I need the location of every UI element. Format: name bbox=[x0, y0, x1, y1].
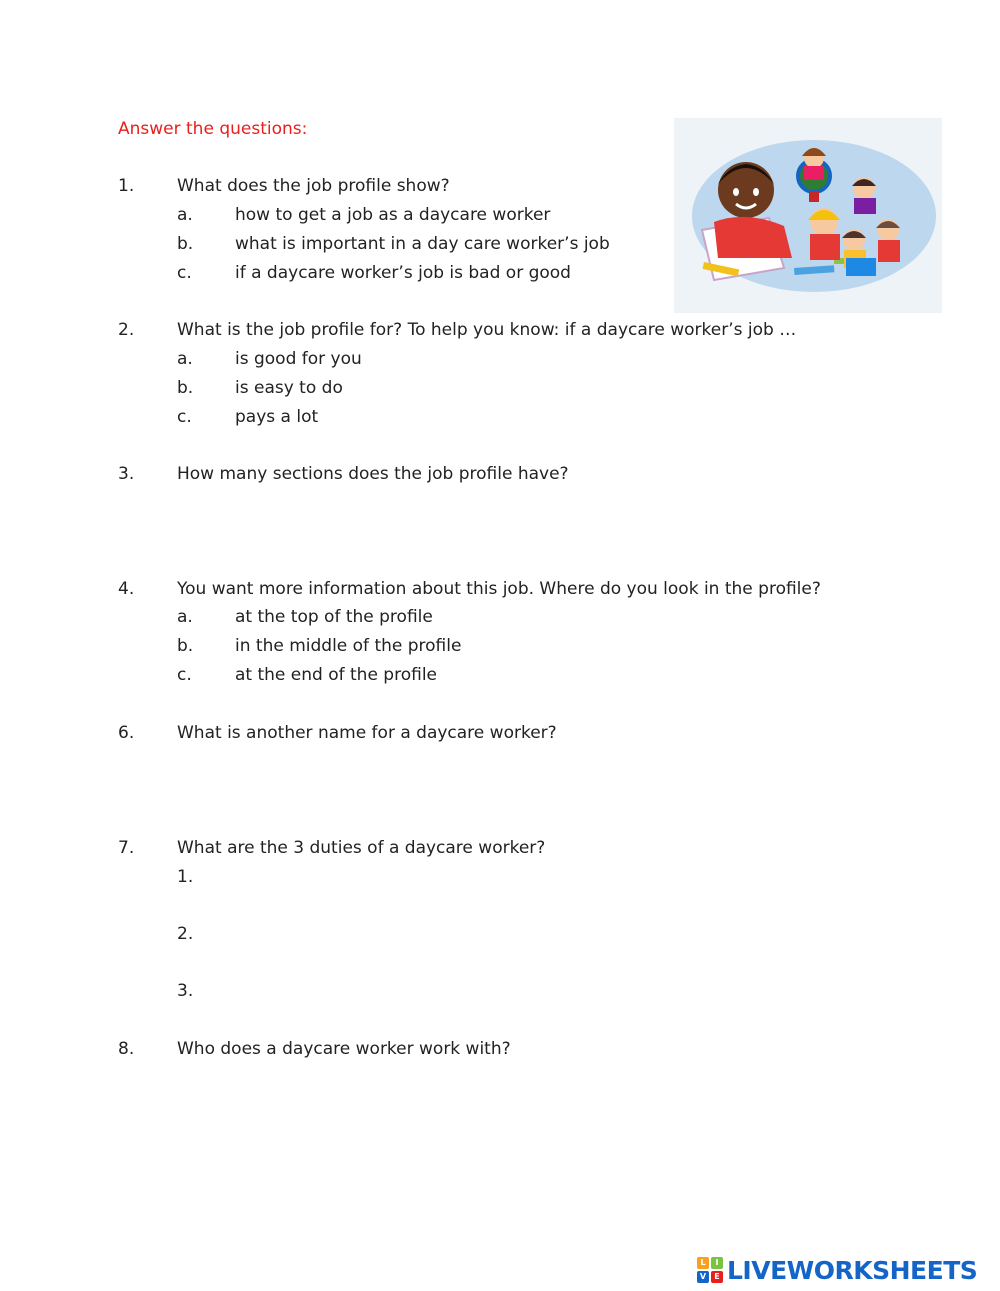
question-4-option-a[interactable]: at the top of the profile bbox=[235, 607, 433, 627]
question-2-option-c-letter: c. bbox=[177, 407, 192, 427]
question-3-text: How many sections does the job profile have? bbox=[177, 464, 569, 484]
question-1-text: What does the job profile show? bbox=[177, 176, 450, 196]
question-2-option-c[interactable]: pays a lot bbox=[235, 407, 319, 427]
question-1-option-a[interactable]: how to get a job as a daycare worker bbox=[235, 205, 551, 225]
question-4-option-b-letter: b. bbox=[177, 636, 194, 656]
logo-block-l: L bbox=[697, 1257, 709, 1269]
question-7-item-2: 2. bbox=[177, 924, 194, 944]
question-4-number: 4. bbox=[118, 579, 135, 599]
question-7-text: What are the 3 duties of a daycare worker? bbox=[177, 838, 546, 858]
question-6-text: What is another name for a daycare worker? bbox=[177, 723, 557, 743]
instructions-heading: Answer the questions: bbox=[118, 119, 308, 139]
logo-block-e: E bbox=[711, 1271, 723, 1283]
question-2-option-b[interactable]: is easy to do bbox=[235, 378, 343, 398]
question-7-item-3: 3. bbox=[177, 981, 194, 1001]
children-playing-icon bbox=[674, 118, 942, 313]
question-1-option-b[interactable]: what is important in a day care worker’s job bbox=[235, 234, 610, 254]
question-7-item-1: 1. bbox=[177, 867, 194, 887]
question-6-number: 6. bbox=[118, 723, 135, 743]
question-1-option-c[interactable]: if a daycare worker’s job is bad or good bbox=[235, 263, 571, 283]
question-1-option-a-letter: a. bbox=[177, 205, 193, 225]
question-8-number: 8. bbox=[118, 1039, 135, 1059]
question-7-number: 7. bbox=[118, 838, 135, 858]
question-2-option-a-letter: a. bbox=[177, 349, 193, 369]
logo-text: LIVEWORKSHEETS bbox=[727, 1255, 978, 1285]
question-4-option-a-letter: a. bbox=[177, 607, 193, 627]
question-2-option-b-letter: b. bbox=[177, 378, 194, 398]
question-4-text: You want more information about this job. Where do you look in the profile? bbox=[177, 579, 821, 599]
question-2-number: 2. bbox=[118, 320, 135, 340]
question-2-option-a[interactable]: is good for you bbox=[235, 349, 362, 369]
question-2-text: What is the job profile for? To help you know: if a daycare worker’s job … bbox=[177, 320, 797, 340]
liveworksheets-logo bbox=[697, 1253, 977, 1287]
question-8-text: Who does a daycare worker work with? bbox=[177, 1039, 511, 1059]
question-1-number: 1. bbox=[118, 176, 135, 196]
question-4-option-c[interactable]: at the end of the profile bbox=[235, 665, 438, 685]
question-4-option-c-letter: c. bbox=[177, 665, 192, 685]
question-3-number: 3. bbox=[118, 464, 135, 484]
question-1-option-c-letter: c. bbox=[177, 263, 192, 283]
question-4-option-b[interactable]: in the middle of the profile bbox=[235, 636, 462, 656]
children-playing-illustration bbox=[674, 118, 942, 313]
logo-block-i: I bbox=[711, 1257, 723, 1269]
logo-blocks-icon bbox=[697, 1257, 723, 1283]
question-1-option-b-letter: b. bbox=[177, 234, 194, 254]
logo-block-v: V bbox=[697, 1271, 709, 1283]
